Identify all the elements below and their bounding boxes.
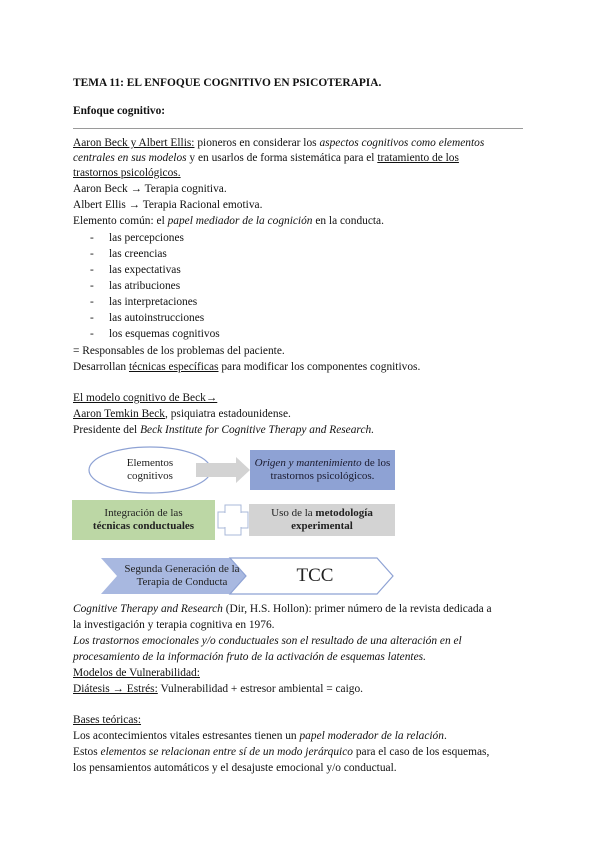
italic-text: elementos se relacionan entre sí de un modo jerárquico	[100, 746, 353, 758]
list-item: las interpretaciones	[109, 296, 198, 308]
paragraph-line: trastornos psicológicos.	[73, 167, 181, 179]
list-item: los esquemas cognitivos	[109, 328, 220, 340]
text: y en usarlos de forma sistemática para el	[186, 152, 378, 164]
underlined-text: Aaron Temkin Beck	[73, 408, 165, 420]
text: Los acontecimientos vitales estresantes tienen un	[73, 730, 300, 742]
paragraph-line	[73, 682, 363, 697]
paragraph-line: Albert Ellis → Terapia Racional emotiva.	[73, 199, 263, 211]
italic-text: Beck Institute for Cognitive Therapy and Research.	[140, 424, 375, 436]
list-bullet: -	[90, 312, 94, 324]
document-title: TEMA 11: EL ENFOQUE COGNITIVO EN PSICOTERAPIA.	[73, 77, 382, 89]
text: (Dir, H.S. Hollon): primer número de la revista dedicada a	[222, 603, 492, 615]
text: Vulnerabilidad + estresor ambiental = caigo.	[157, 683, 364, 695]
underlined-text: técnicas específicas	[128, 361, 219, 373]
list-item: las creencias	[109, 248, 167, 260]
list-bullet: -	[90, 232, 94, 244]
italic-text: aspectos cognitivos como elementos	[319, 137, 485, 149]
italic-text: Cognitive Therapy and Research	[73, 603, 223, 615]
text: , psiquiatra estadounidense.	[165, 408, 291, 420]
list-item: las percepciones	[109, 232, 184, 244]
text: Desarrollan	[73, 361, 129, 373]
text: Uso de la	[271, 507, 316, 519]
paragraph-line	[73, 745, 489, 760]
text: Elemento común: el	[73, 215, 168, 227]
underlined-text: tratamiento de los	[377, 152, 459, 164]
paragraph-line: los pensamientos automáticos y el desajuste emocional y/o conductual.	[73, 762, 397, 774]
section-heading-bases: Bases teóricas:	[73, 714, 142, 726]
bold-text: metodología experimental	[291, 507, 373, 532]
list-bullet: -	[90, 264, 94, 276]
italic-text: Origen y mantenimiento	[254, 457, 362, 469]
text: .	[443, 730, 447, 742]
paragraph-line: Los trastornos emocionales y/o conductuales son el resultado de una alteración en el	[73, 635, 462, 647]
paragraph-line: Aaron Beck → Terapia cognitiva.	[73, 183, 227, 195]
list-item: las expectativas	[109, 264, 181, 276]
underlined-text: Aaron Beck y Albert Ellis:	[73, 137, 195, 149]
text: para el caso de los esquemas,	[352, 746, 490, 758]
bold-text: técnicas conductuales	[92, 520, 195, 532]
tcc-label: TCC	[296, 565, 334, 586]
list-bullet: -	[90, 248, 94, 260]
experimental-box-label	[251, 507, 393, 533]
text: de los trastornos psicológicos.	[270, 457, 391, 482]
origin-box-label	[252, 457, 393, 483]
list-item: las autoinstrucciones	[109, 312, 205, 324]
text: para modificar los componentes cognitivos.	[218, 361, 421, 373]
italic-text: papel moderador de la relación	[299, 730, 444, 742]
italic-text: centrales en sus modelos	[73, 152, 187, 164]
paragraph-line	[73, 729, 447, 744]
paragraph-line: la investigación y terapia cognitiva en 1976.	[73, 619, 275, 631]
plus-icon	[218, 505, 248, 535]
paragraph-line: = Responsables de los problemas del paciente.	[73, 345, 285, 357]
italic-text: papel mediador de la cognición	[167, 215, 313, 227]
underlined-text: Diátesis → Estrés:	[73, 683, 158, 695]
paragraph-line: procesamiento de la información fruto de la activación de esquemas latentes.	[73, 651, 426, 663]
second-generation-label: Segunda Generación de la Terapia de Conducta	[124, 563, 240, 588]
oval-label: Elementos cognitivos	[126, 457, 174, 482]
list-bullet: -	[90, 296, 94, 308]
behavioral-box-label	[74, 507, 213, 533]
text: en la conducta.	[312, 215, 384, 227]
list-item: las atribuciones	[109, 280, 181, 292]
list-bullet: -	[90, 328, 94, 340]
paragraph-line	[73, 602, 492, 617]
text: Integración de las	[104, 507, 183, 519]
paragraph-line: Modelos de Vulnerabilidad:	[73, 667, 200, 679]
text: Presidente del	[73, 424, 141, 436]
text: pioneros en considerar los	[194, 137, 320, 149]
list-bullet: -	[90, 280, 94, 292]
section-heading-modelo-beck: El modelo cognitivo de Beck→	[73, 392, 218, 404]
text: Estos	[73, 746, 101, 758]
section-heading-enfoque: Enfoque cognitivo:	[73, 105, 166, 117]
